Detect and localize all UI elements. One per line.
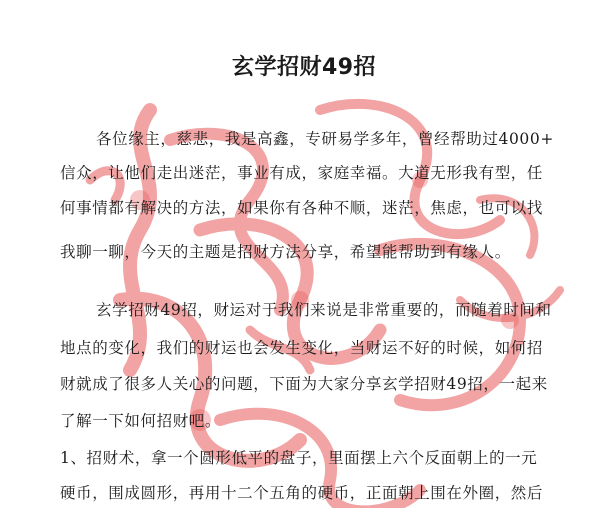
paragraph1-line1: 各位缘主，慈悲，我是高鑫，专研易学多年，曾经帮助过4000+ [96,130,554,148]
paragraph2-line1: 玄学招财49招，财运对于我们来说是非常重要的，而随着时间和 [96,301,552,319]
paragraph1-line4: 我聊一聊，今天的主题是招财方法分享，希望能帮助到有缘人。 [60,243,511,261]
paragraph2-line3: 财就成了很多人关心的问题，下面为大家分享玄学招财49招，一起来 [60,375,548,393]
paragraph2-line2: 地点的变化，我们的财运也会发生变化，当财运不好的时候，如何招 [60,339,544,357]
paragraph1-line3: 何事情都有解决的方法，如果你有各种不顺，迷茫，焦虑，也可以找 [60,199,544,217]
paragraph1-line2: 信众，让他们走出迷茫，事业有成，家庭幸福。大道无形我有型，任 [60,164,544,182]
document-title: 玄学招财49招 [231,55,377,80]
paragraph3-line1: 1、招财术，拿一个圆形低平的盘子，里面摆上六个反面朝上的一元 [60,449,538,467]
paragraph2-line4: 了解一下如何招财吧。 [60,412,222,430]
paragraph3-line2: 硬币，围成圆形，再用十二个五角的硬币，正面朝上围在外圈，然后 [60,484,544,502]
